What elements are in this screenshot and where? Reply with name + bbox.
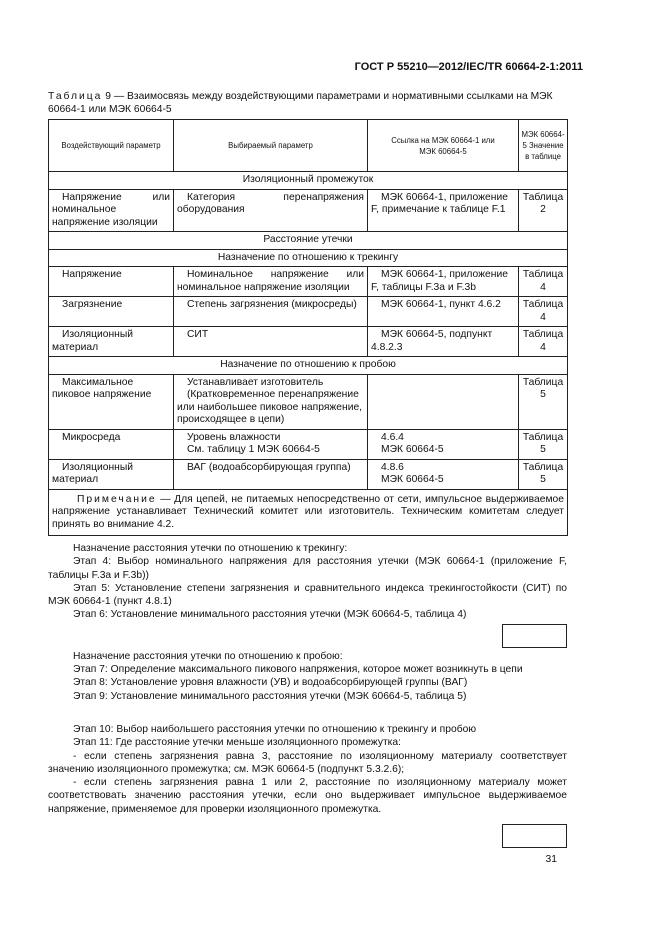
cell: Категория перенапряжения оборудования bbox=[174, 189, 368, 232]
table-row bbox=[49, 374, 568, 429]
col-header: Выбираемый параметр bbox=[174, 120, 368, 172]
cell: МЭК 60664-5, подпункт 4.8.2.3 bbox=[368, 327, 519, 357]
paragraph: Этап 8: Установление уровня влажности (УВ) и водоабсорбирующей группы (ВАГ) bbox=[73, 677, 468, 689]
cell: Таблица 2 bbox=[519, 189, 568, 232]
cell bbox=[174, 429, 368, 459]
cell: Номинальное напряжение или номинальное напряжение изоляции bbox=[174, 267, 368, 297]
blank-box bbox=[502, 824, 567, 848]
section-title: Изоляционный промежуток bbox=[49, 172, 568, 190]
note-label: Примечание bbox=[77, 493, 157, 505]
table-row bbox=[49, 327, 568, 357]
section-row bbox=[49, 232, 568, 250]
table-header-row bbox=[49, 120, 568, 172]
cell bbox=[174, 374, 368, 429]
cell: Степень загрязнения (микросреды) bbox=[174, 297, 368, 327]
paragraph: Этап 11: Где расстояние утечки меньше изоляционного промежутка: bbox=[73, 737, 401, 749]
paragraph: Назначение расстояния утечки по отношению к пробою: bbox=[73, 650, 343, 662]
cell: МЭК 60664-1, приложение F, таблицы F.3a и F.3b bbox=[368, 267, 519, 297]
table-row bbox=[49, 429, 568, 459]
note-row bbox=[49, 489, 568, 536]
paragraph: Этап 9: Установление минимального расстояния утечки (МЭК 60664-5, таблица 5) bbox=[73, 690, 467, 702]
cell: Таблица 4 bbox=[519, 297, 568, 327]
note-text: — Для цепей, не питаемых непосредственно от сети, импульсное выдерживаемое напряжение устанавливает Технический комитет или изготовитель. Техническим комитетам следует принять во внимание 4.2. bbox=[52, 493, 564, 530]
cell: СИТ bbox=[174, 327, 368, 357]
table-row bbox=[49, 189, 568, 232]
cell: Таблица 4 bbox=[519, 267, 568, 297]
cell: Изоляционный материал bbox=[49, 459, 174, 489]
cell: Загрязнение bbox=[49, 297, 174, 327]
paragraph: Этап 6: Установление минимального расстояния утечки (МЭК 60664-5, таблица 4) bbox=[73, 609, 467, 621]
section-row bbox=[49, 357, 568, 375]
table-note bbox=[49, 489, 568, 536]
cell: Таблица 5 bbox=[519, 429, 568, 459]
paragraph: - если степень загрязнения равна 3, расстояние по изоляционному материалу соответствует значению изоляционного промежутка; см. МЭК 60664-5 (подпункт 5.3.2.6); bbox=[48, 750, 567, 775]
cell: МЭК 60664-1, пункт 4.6.2 bbox=[368, 297, 519, 327]
section-title: Назначение по отношению к трекингу bbox=[49, 249, 568, 267]
cell: Таблица 4 bbox=[519, 327, 568, 357]
section-row bbox=[49, 172, 568, 190]
section-title: Назначение по отношению к пробою bbox=[49, 357, 568, 375]
cell-line: Устанавливает изготовитель bbox=[187, 376, 324, 388]
document-header: ГОСТ Р 55210—2012/IEC/TR 60664-2-1:2011 bbox=[354, 61, 583, 73]
cell: Микросреда bbox=[49, 429, 174, 459]
paragraph: Этап 10: Выбор наибольшего расстояния утечки по отношению к трекингу и пробою bbox=[73, 723, 477, 735]
cell-line: МЭК 60664-5 bbox=[381, 444, 444, 455]
cell bbox=[368, 429, 519, 459]
cell: Изоляционный материал bbox=[49, 327, 174, 357]
paragraph: Назначение расстояния утечки по отношению к трекингу: bbox=[73, 543, 348, 554]
table-row bbox=[49, 297, 568, 327]
caption-text: 9 — Взаимосвязь между воздействующими параметрами и нормативными ссылками на МЭК 60664-1 или МЭК 60664-5 bbox=[48, 91, 553, 115]
breakdown-steps bbox=[48, 650, 567, 703]
cell: Напряжение bbox=[49, 267, 174, 297]
cell-line: См. таблицу 1 МЭК 60664-5 bbox=[187, 444, 320, 455]
cell: ВАГ (водоабсорбирующая группа) bbox=[174, 459, 368, 489]
cell: Таблица 5 bbox=[519, 459, 568, 489]
cell: Таблица 5 bbox=[519, 374, 568, 429]
cell-line: Уровень влажности bbox=[187, 431, 281, 443]
table-9 bbox=[48, 119, 568, 536]
cell-line: 4.8.6 bbox=[381, 461, 404, 473]
table-caption bbox=[48, 90, 567, 116]
paragraph: Этап 7: Определение максимального пикового напряжения, которое может возникнуть в цепи bbox=[73, 664, 523, 676]
cell-line: (Кратковременное перенапряжение или наибольшее пиковое напряжение, происходящее в цепи) bbox=[177, 389, 363, 425]
table-row bbox=[49, 459, 568, 489]
cell: Напряжение или номинальное напряжение изоляции bbox=[49, 189, 174, 232]
paragraph: - если степень загрязнения равна 1 или 2, расстояние по изоляционному материалу может соответствовать значению расстояния утечки, если оно выдерживает импульсное выдерживаемое напряжение, применяемое для проверки изоляционного промежутка. bbox=[48, 777, 567, 815]
cell: МЭК 60664-1, приложение F, примечание к таблице F.1 bbox=[368, 189, 519, 232]
section-row bbox=[49, 249, 568, 267]
paragraph: Этап 5: Установление степени загрязнения и сравнительного индекса трекингостойкости (СИТ) по МЭК 60664-1 (пункт 4.8.1) bbox=[48, 582, 567, 608]
final-steps bbox=[48, 723, 567, 816]
cell bbox=[368, 374, 519, 429]
col-header: МЭК 60664-5 Значение в таблице bbox=[519, 120, 568, 172]
section-title: Расстояние утечки bbox=[49, 232, 568, 250]
caption-label: Таблица bbox=[48, 91, 103, 102]
cell-line: МЭК 60664-5 bbox=[381, 474, 444, 485]
table-row bbox=[49, 267, 568, 297]
blank-box bbox=[502, 624, 567, 648]
cell: Максимальное пиковое напряжение bbox=[49, 374, 174, 429]
col-header: Ссылка на МЭК 60664-1 или МЭК 60664-5 bbox=[368, 120, 519, 172]
cell bbox=[368, 459, 519, 489]
page-number: 31 bbox=[545, 854, 557, 866]
col-header: Воздействующий параметр bbox=[49, 120, 174, 172]
page-content bbox=[48, 90, 567, 865]
paragraph: Этап 4: Выбор номинального напряжения для расстояния утечки (МЭК 60664-1 (приложение F, таблицы F.3a и F.3b)) bbox=[48, 556, 567, 581]
tracking-steps bbox=[48, 542, 567, 622]
cell-line: 4.6.4 bbox=[381, 431, 404, 443]
